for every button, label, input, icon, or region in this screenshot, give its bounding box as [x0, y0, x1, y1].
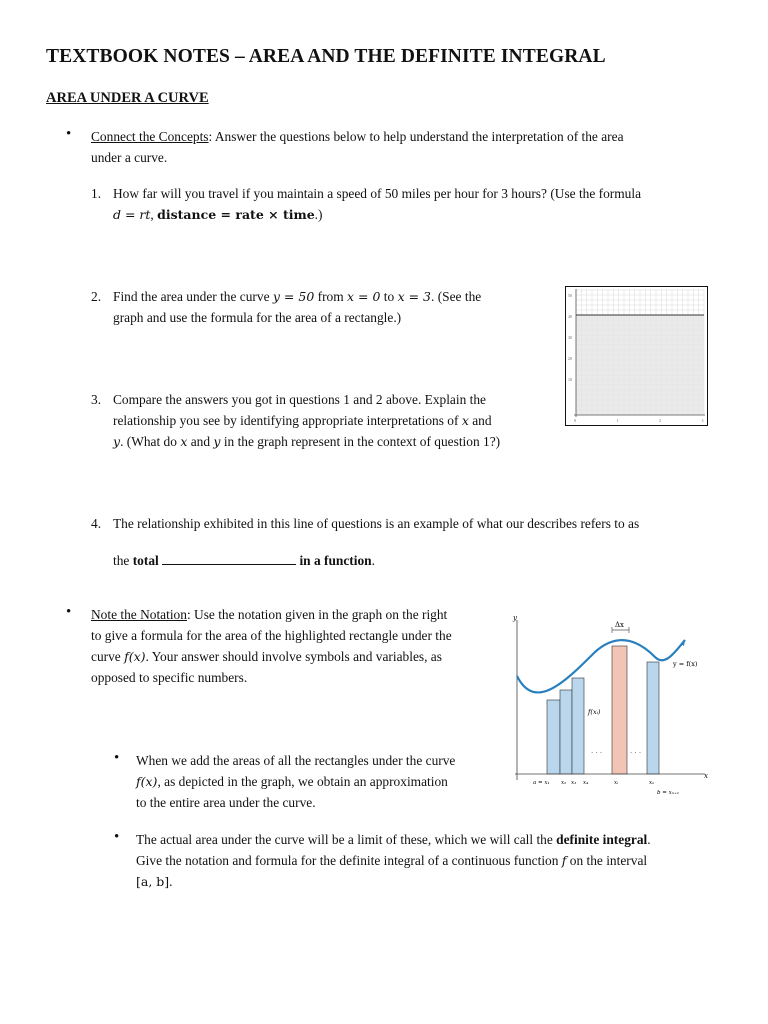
notation-paragraph: [91, 604, 511, 688]
sub2-line1a: The actual area under the curve will be a limit of these, which we will call the: [136, 832, 557, 847]
area-rectangle: [576, 315, 704, 415]
q3-line2a: relationship you see by identifying appropriate interpretations of: [113, 413, 462, 428]
sub2-line3b: .: [169, 874, 173, 889]
notation-fx: f(x): [124, 649, 146, 664]
notation-line3b: . Your answer should involve symbols and variables, as: [145, 649, 442, 664]
q2-eq1: y = 50: [272, 289, 315, 304]
x-tick-label: 0: [574, 418, 576, 423]
bullet-connect: •: [66, 126, 72, 142]
q1-formula2: distance = rate × time: [157, 207, 315, 222]
q3-number: 3.: [91, 392, 102, 407]
riemann-rectangle: [647, 662, 659, 774]
riemann-rectangle: [547, 700, 560, 774]
x-tick-label: a = x₁: [533, 780, 550, 786]
rectangle-graph-svg: [566, 287, 706, 424]
notation-line2: to give a formula for the area of the highlighted rectangle under the: [91, 628, 452, 643]
sub1-line1: When we add the areas of all the rectangles under the curve: [136, 753, 456, 768]
q2-eq2: x = 0: [347, 289, 381, 304]
x-tick-label: xₙ: [649, 780, 655, 786]
q4-line1: The relationship exhibited in this line of questions is an example of what our describes refers to as: [113, 516, 640, 531]
y-tick-label: 10: [568, 377, 572, 382]
q2-number: 2.: [91, 289, 102, 304]
sub1-fx: f(x): [136, 774, 158, 789]
q4-number: 4.: [91, 516, 102, 531]
q3-line3a: . (What do: [120, 434, 181, 449]
notation-label: Note the Notation: [91, 607, 187, 622]
notation-line3a: curve: [91, 649, 125, 664]
definite-integral-term: definite integral: [556, 832, 648, 847]
q2-t3: . (See the: [431, 289, 482, 304]
q1-line1: How far will you travel if you maintain a speed of 50 miles per hour for 3 hours? (Use the formula: [113, 186, 642, 201]
rectangles-sum-paragraph: [136, 750, 506, 813]
sub2-line1b: .: [647, 832, 651, 847]
question-2: [91, 286, 551, 328]
delta-x-label: Δx: [615, 621, 625, 629]
connect-text-1: : Answer the questions below to help understand the interpretation of the area: [208, 129, 624, 144]
q1-formula: d = rt: [113, 207, 151, 222]
question-3: [91, 389, 561, 452]
x-tick-label: 2: [659, 418, 661, 423]
x-tick-label: x₄: [583, 780, 589, 786]
q1-number: 1.: [91, 186, 102, 201]
notation-line4: opposed to specific numbers.: [91, 670, 248, 685]
x-tick-label: 3: [701, 418, 704, 423]
y-tick-label: 30: [568, 335, 572, 340]
curve-f-of-x: [517, 640, 685, 692]
bullet-notation: •: [66, 604, 72, 620]
sub1-line2: , as depicted in the graph, we obtain an approximation: [157, 774, 448, 789]
x-tick-label: x₃: [571, 780, 577, 786]
question-4-blank-line: [113, 550, 375, 571]
q2-pre: Find the area under the curve: [113, 289, 273, 304]
y-tick-label: 20: [568, 356, 572, 361]
q4-period: .: [371, 553, 375, 568]
sub2-line2b: on the interval: [566, 853, 648, 868]
q4-the: the: [113, 553, 133, 568]
q2-t2: to: [380, 289, 398, 304]
sub-bullet-1: •: [114, 750, 120, 766]
question-4: [91, 513, 751, 534]
curve-label: y = f(x): [673, 660, 698, 668]
sub2-line2a: Give the notation and formula for the definite integral of a continuous function: [136, 853, 562, 868]
q2-eq3: x = 3: [397, 289, 432, 304]
y-tick-label: 50: [568, 293, 572, 298]
q3-line2b: and: [468, 413, 492, 428]
sub1-line3: to the entire area under the curve.: [136, 795, 316, 810]
q3-x2: x: [180, 434, 188, 449]
highlighted-rectangle: [612, 646, 627, 774]
y-axis-label: y: [513, 614, 517, 622]
sub2-f: f: [561, 853, 567, 868]
riemann-rectangle: [560, 690, 572, 774]
y-tick-label: 40: [568, 314, 572, 319]
q4-total: total: [132, 553, 159, 568]
notation-line1: : Use the notation given in the graph on the right: [186, 607, 448, 622]
x-tick-label: xᵢ: [614, 780, 619, 786]
ellipsis-1: · · ·: [591, 749, 603, 757]
connect-label: Connect the Concepts: [91, 129, 209, 144]
x-tick-label: x₂: [561, 780, 567, 786]
q2-t1: from: [314, 289, 348, 304]
q3-line3c: in the graph represent in the context of question 1?): [220, 434, 501, 449]
q3-x: x: [461, 413, 469, 428]
q3-y: y: [113, 434, 121, 449]
definite-integral-paragraph: [136, 829, 736, 892]
riemann-sum-graph-svg: [505, 612, 715, 802]
question-1: [91, 183, 731, 225]
q3-line3b: and: [187, 434, 214, 449]
q1-sep: ,: [150, 207, 158, 222]
q1-end: .): [314, 207, 323, 222]
rectangle-graph: [565, 286, 708, 426]
q2-line2: graph and use the formula for the area of a rectangle.): [113, 310, 402, 325]
ellipsis-2: · · ·: [630, 749, 642, 757]
riemann-sum-graph: [505, 612, 715, 802]
x-axis-label: x: [704, 772, 708, 780]
page-title: TEXTBOOK NOTES – AREA AND THE DEFINITE INTEGRAL: [46, 46, 606, 67]
x-tick-label: 1: [616, 418, 619, 423]
fill-in-blank[interactable]: [162, 551, 296, 565]
sub2-interval: [a, b]: [136, 874, 170, 889]
fxi-label: f(xᵢ): [588, 708, 601, 716]
connect-text-2: under a curve.: [91, 150, 168, 165]
q4-in-a-function: in a function: [296, 553, 372, 568]
riemann-rectangle: [572, 678, 584, 774]
section-heading: AREA UNDER A CURVE: [46, 90, 209, 106]
q3-y2: y: [213, 434, 221, 449]
b-label: b = xₙ₊₁: [657, 790, 680, 796]
connect-concepts-paragraph: [91, 126, 731, 168]
sub-bullet-2: •: [114, 829, 120, 845]
q3-line1: Compare the answers you got in questions 1 and 2 above. Explain the: [113, 392, 487, 407]
